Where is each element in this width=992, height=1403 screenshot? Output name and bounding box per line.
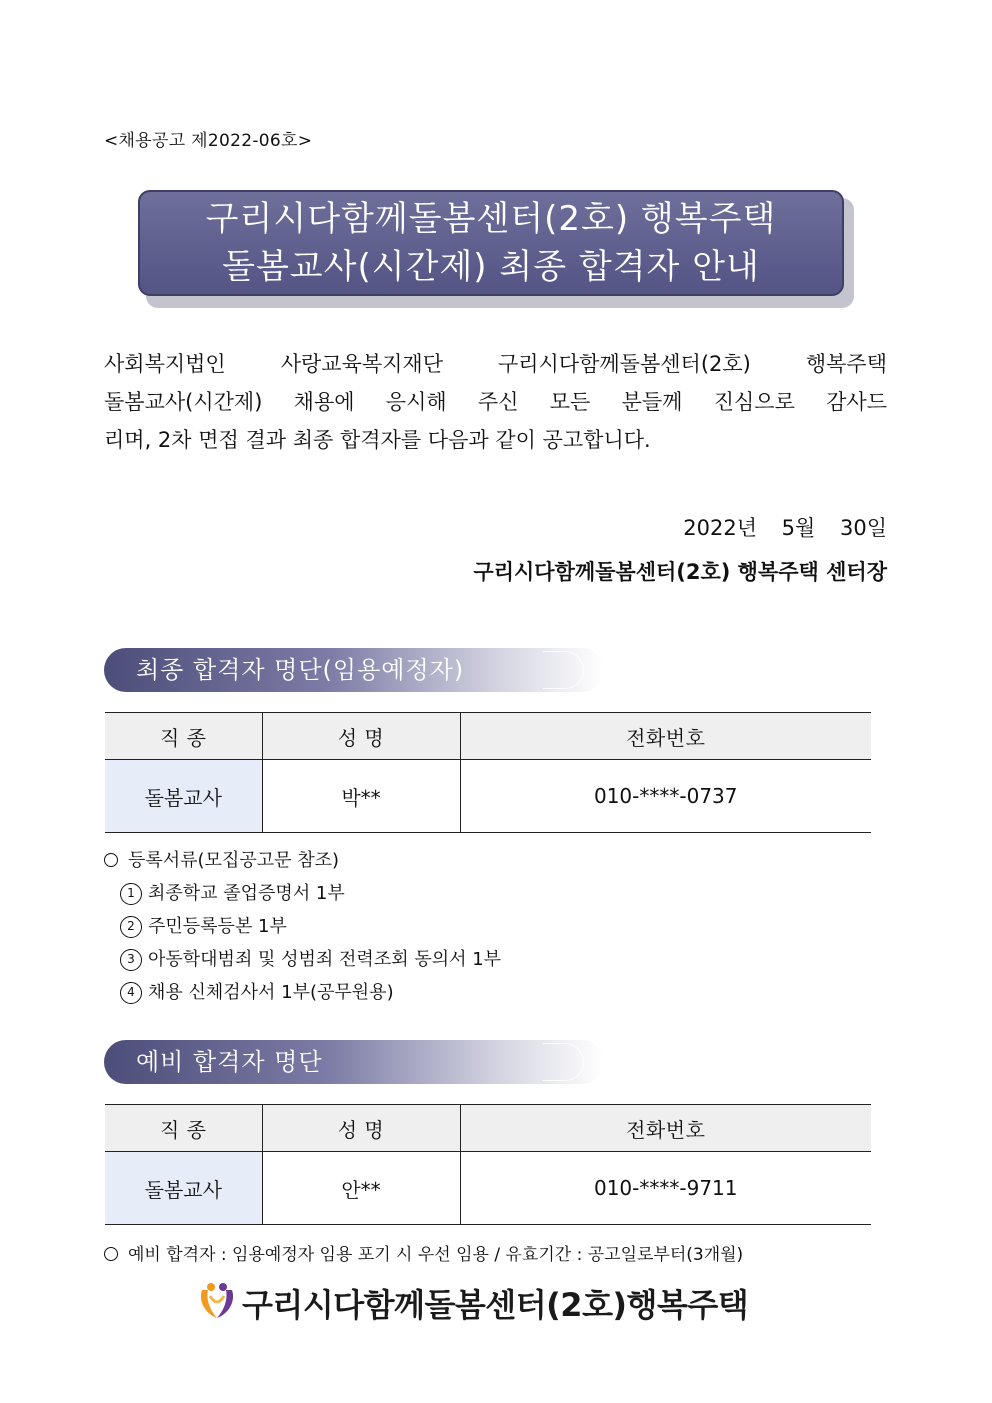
numbered-circle-icon: 4 (120, 982, 142, 1004)
title-line-1: 구리시다함께돌봄센터(2호) 행복주택 (205, 199, 777, 239)
center-logo (196, 1280, 748, 1326)
notice-number: <채용공고 제2022-06호> (104, 131, 313, 151)
heart-people-icon (196, 1280, 238, 1326)
list-item (104, 910, 501, 943)
final-roster-table (105, 712, 871, 833)
documents-title: 등록서류(모집공고문 참조) (128, 850, 340, 871)
list-item (104, 943, 501, 976)
cell-job: 돌봄교사 (105, 1152, 262, 1225)
table-header-row (105, 713, 871, 760)
document-text: 최종학교 졸업증명서 1부 (148, 883, 345, 904)
circle-bullet-icon (104, 1247, 118, 1261)
body-line-1: 사회복지법인 사랑교육복지재단 구리시다함께돌봄센터(2호) 행복주택 (104, 352, 887, 376)
issuer: 구리시다함께돌봄센터(2호) 행복주택 센터장 (473, 560, 887, 584)
col-header-phone: 전화번호 (460, 713, 871, 760)
table-row (105, 760, 871, 833)
col-header-job: 직 종 (105, 1105, 262, 1152)
body-line-3: 리며, 2차 면접 결과 최종 합격자를 다음과 같이 공고합니다. (104, 428, 651, 452)
reserve-roster-table (105, 1104, 871, 1225)
numbered-circle-icon: 3 (120, 949, 142, 971)
logo-text: 구리시다함께돌봄센터(2호)행복주택 (242, 1286, 749, 1324)
numbered-circle-icon: 2 (120, 916, 142, 938)
col-header-job: 직 종 (105, 713, 262, 760)
documents-title-row (104, 844, 501, 877)
col-header-name: 성 명 (262, 1105, 460, 1152)
list-item (104, 976, 501, 1009)
final-section-heading: 최종 합격자 명단(임용예정자) (104, 648, 604, 692)
reserve-note: 예비 합격자 : 임용예정자 임용 포기 시 우선 임용 / 유효기간 : 공고일로부터(3개월) (128, 1245, 744, 1265)
numbered-circle-icon: 1 (120, 883, 142, 905)
document-text: 주민등록등본 1부 (148, 916, 287, 937)
circle-bullet-icon (104, 853, 118, 867)
body-line-2: 돌봄교사(시간제) 채용에 응시해 주신 모든 분들께 진심으로 감사드 (104, 390, 887, 414)
title-box (138, 190, 844, 296)
table-row (105, 1152, 871, 1225)
col-header-name: 성 명 (262, 713, 460, 760)
title-line-2: 돌봄교사(시간제) 최종 합격자 안내 (222, 247, 760, 287)
cell-phone: 010-****-0737 (460, 760, 871, 833)
document-text: 채용 신체검사서 1부(공무원용) (148, 982, 394, 1003)
announcement-body (104, 345, 887, 459)
list-item (104, 877, 501, 910)
title-banner (138, 190, 854, 308)
cell-phone: 010-****-9711 (460, 1152, 871, 1225)
announcement-date: 2022년 5월 30일 (683, 516, 887, 540)
reserve-note-row (104, 1240, 743, 1265)
required-documents (104, 844, 501, 1009)
reserve-section-heading: 예비 합격자 명단 (104, 1040, 604, 1084)
cell-name: 박** (262, 760, 460, 833)
col-header-phone: 전화번호 (460, 1105, 871, 1152)
cell-job: 돌봄교사 (105, 760, 262, 833)
table-header-row (105, 1105, 871, 1152)
document-text: 아동학대범죄 및 성범죄 전력조회 동의서 1부 (148, 949, 502, 970)
cell-name: 안** (262, 1152, 460, 1225)
